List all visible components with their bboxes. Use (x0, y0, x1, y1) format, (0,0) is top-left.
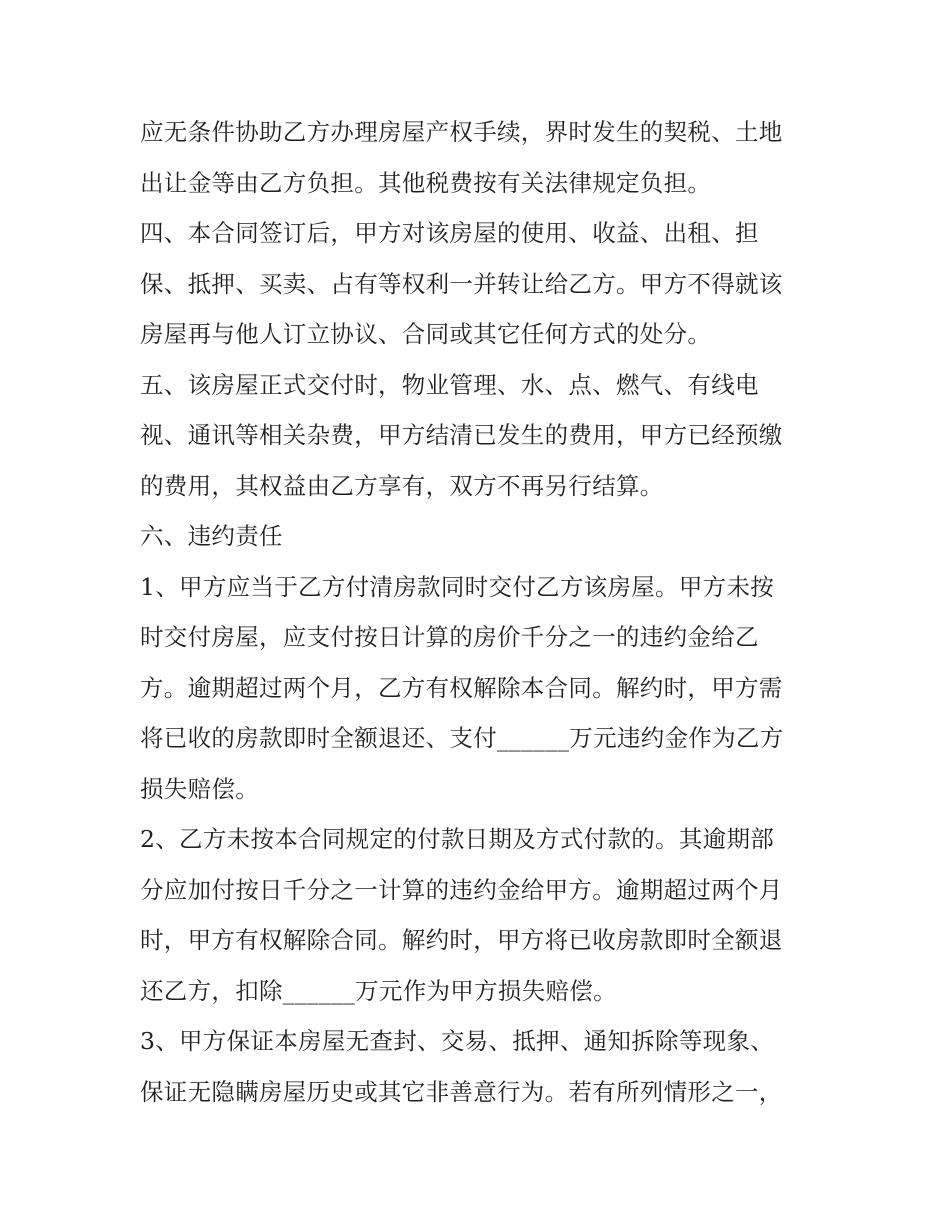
text-line: 3、甲方保证本房屋无查封、交易、抵押、通知拆除等现象、 (140, 1027, 775, 1055)
text-line: 的费用，其权益由乙方享有，双方不再另行结算。 (140, 471, 664, 500)
text-line: 保、抵押、买卖、占有等权利一并转让给乙方。甲方不得就该 (140, 269, 783, 298)
text-line: 五、该房屋正式交付时，物业管理、水、点、燃气、有线电 (140, 370, 759, 399)
contract-body-text (140, 107, 820, 1117)
text-line: 房屋再与他人订立协议、合同或其它任何方式的处分。 (140, 320, 712, 348)
text-line: 1、甲方应当于乙方付清房款同时交付乙方该房屋。甲方未按 (140, 572, 775, 601)
text-line: 四、本合同签订后，甲方对该房屋的使用、收益、出租、担 (140, 219, 759, 247)
text-line: 时，甲方有权解除合同。解约时，甲方将已收房款即时全额退 (140, 926, 783, 954)
text-line: 出让金等由乙方负担。其他税费按有关法律规定负担。 (140, 168, 712, 197)
text-line: 保证无隐瞒房屋历史或其它非善意行为。若有所列情形之一， (140, 1077, 783, 1106)
text-line: 损失赔偿。 (140, 774, 259, 803)
text-line: 应无条件协助乙方办理房屋产权手续，界时发生的契税、土地 (140, 118, 783, 146)
text-line: 2、乙方未按本合同规定的付款日期及方式付款的。其逾期部 (140, 825, 775, 853)
text-line: 还乙方，扣除______万元作为甲方损失赔偿。 (140, 976, 617, 1005)
text-line: 将已收的房款即时全额退还、支付______万元违约金作为乙方 (140, 724, 784, 752)
section-heading: 六、违约责任 (140, 522, 283, 550)
text-line: 方。逾期超过两个月，乙方有权解除本合同。解约时，甲方需 (140, 673, 783, 702)
text-line: 分应加付按日千分之一计算的违约金给甲方。逾期超过两个月 (140, 875, 783, 904)
text-line: 时交付房屋，应支付按日计算的房价千分之一的违约金给乙 (140, 623, 759, 651)
text-line: 视、通讯等相关杂费，甲方结清已发生的费用，甲方已经预缴 (140, 421, 783, 449)
